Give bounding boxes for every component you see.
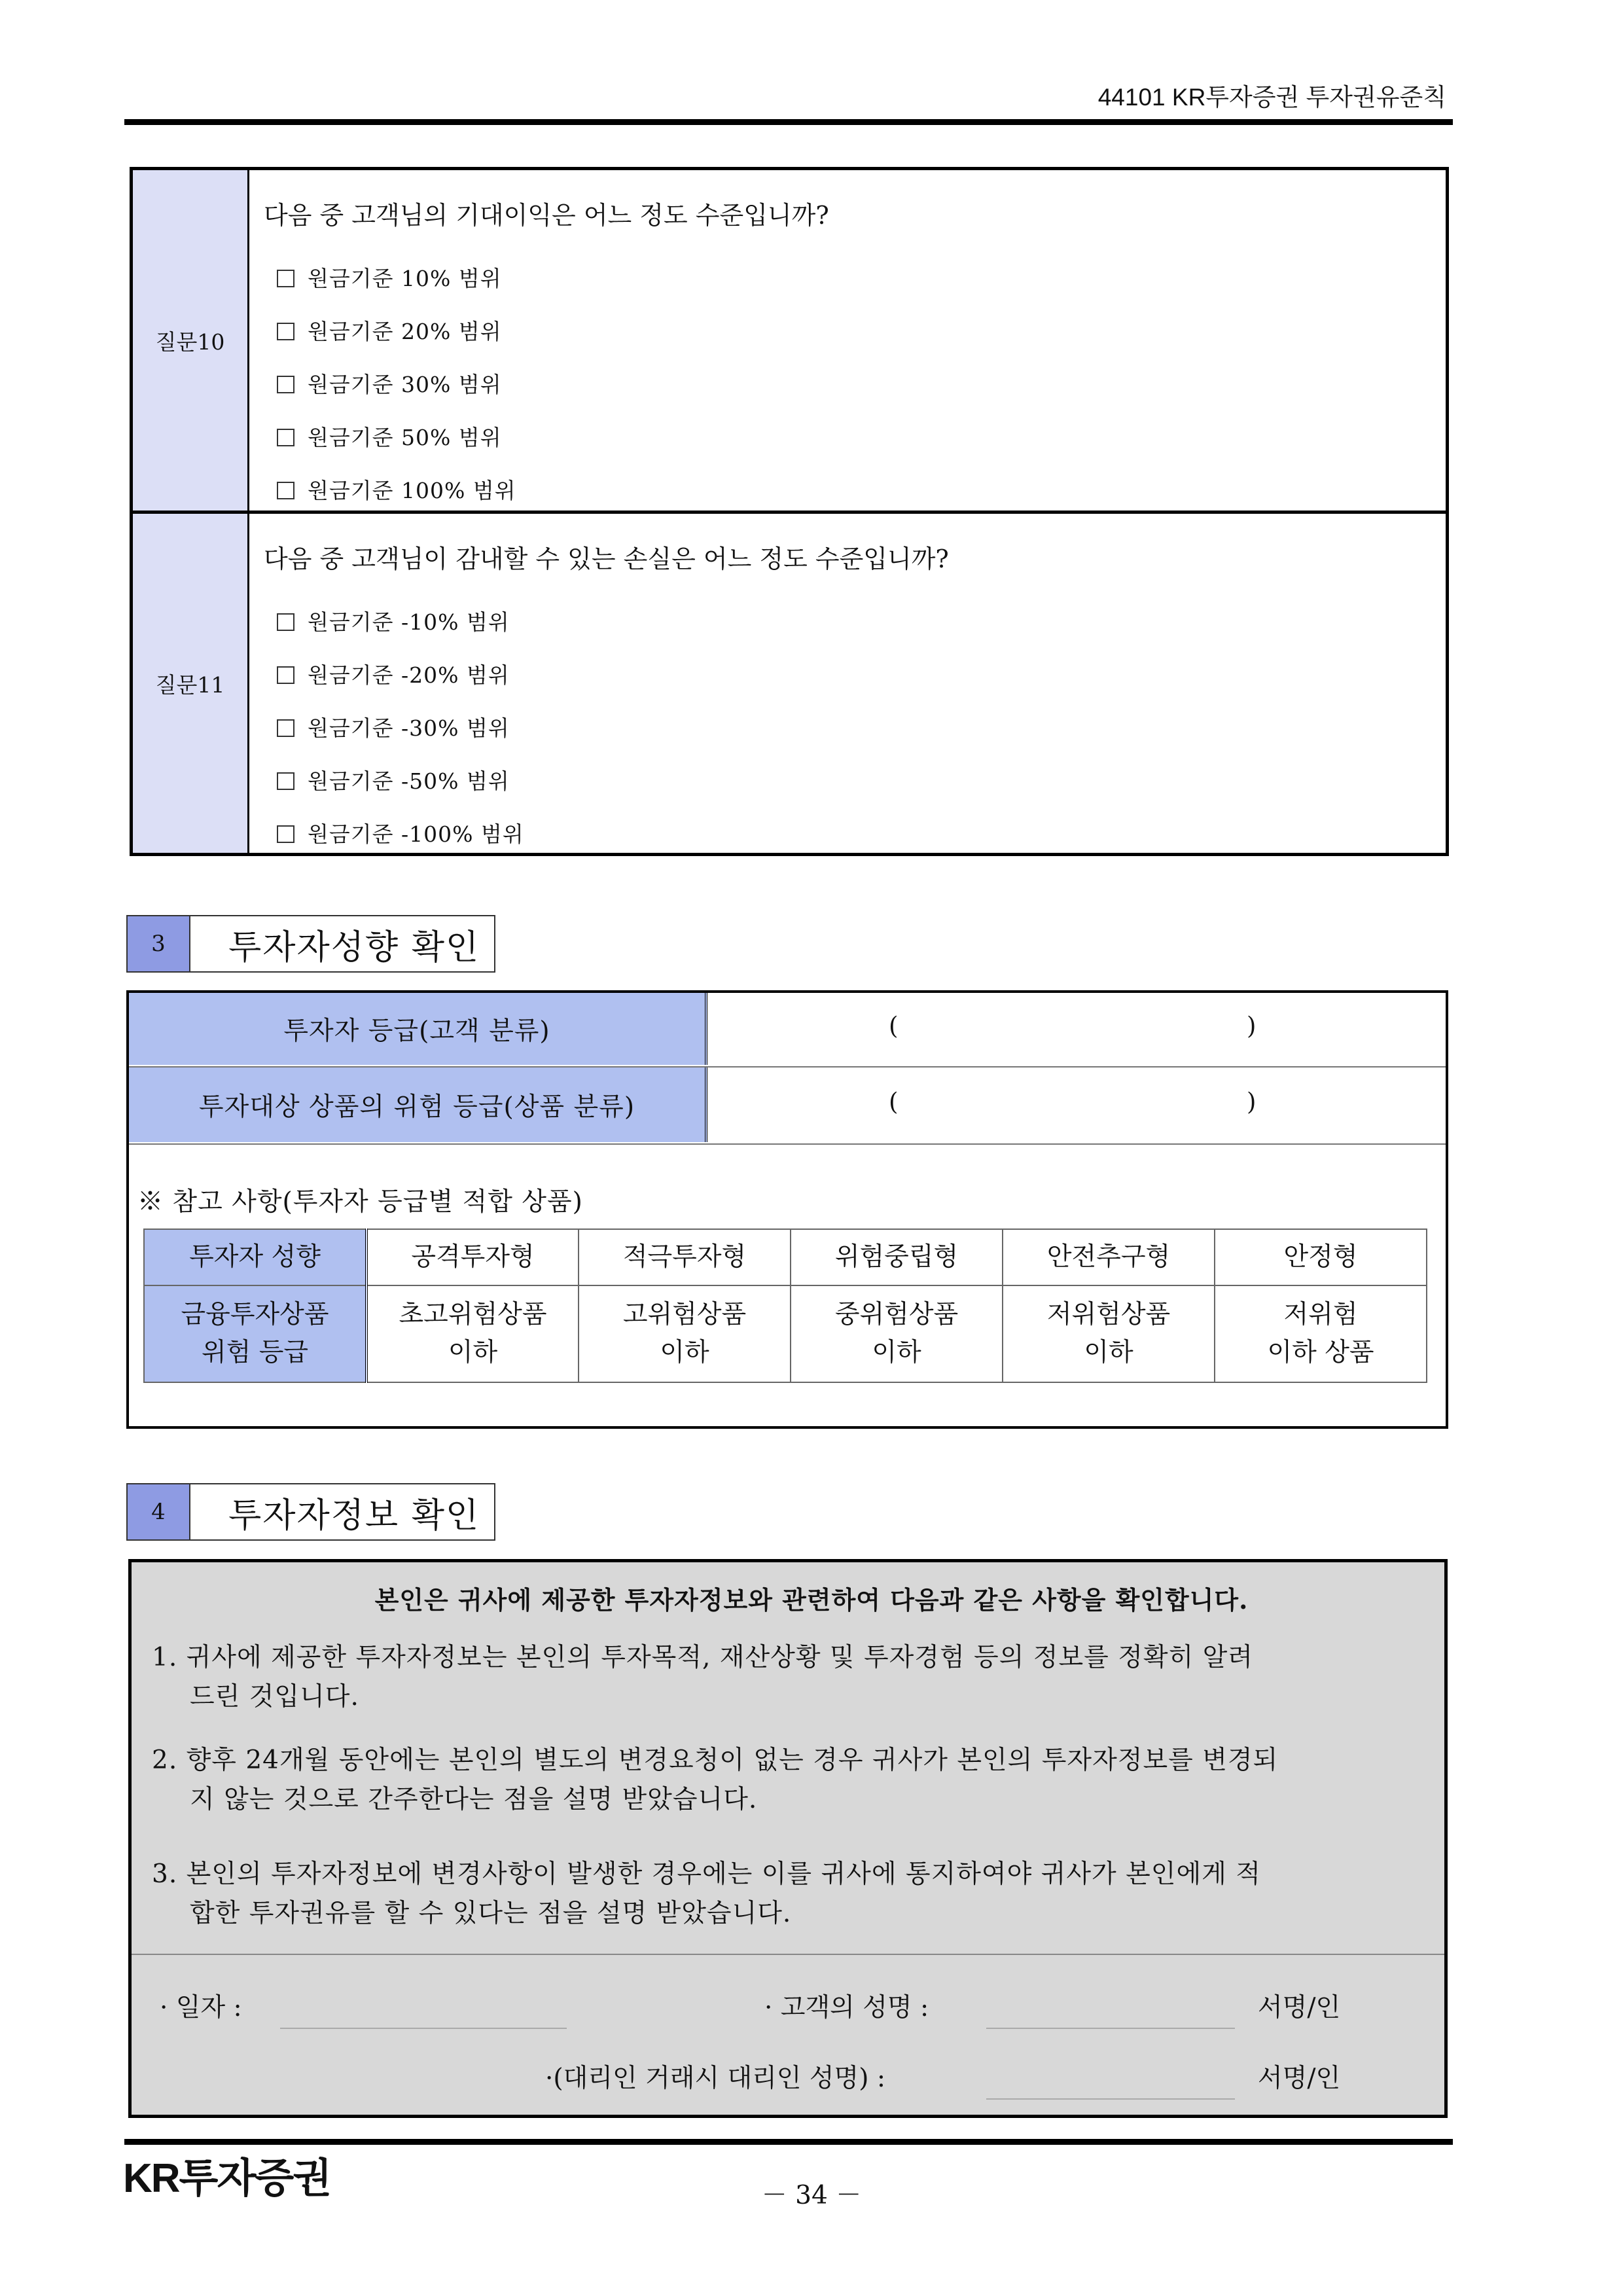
confirmation-item: 2. 향후 24개월 동안에는 본인의 별도의 변경요청이 없는 경우 귀사가 본인의 투자자정보를 변경되 지 않는 것으로 간주한다는 점을 설명 받았습니다.: [152, 1746, 1279, 1814]
investor-type-cell: 안전추구형: [1003, 1229, 1215, 1285]
product-risk-label: 투자대상 상품의 위험 등급(상품 분류): [129, 1067, 707, 1142]
option-checkbox[interactable]: 원금기준 50% 범위: [277, 421, 502, 452]
investor-type-cell: 위험중립형: [791, 1229, 1003, 1285]
checkbox-icon[interactable]: [277, 719, 294, 737]
product-risk-input[interactable]: [910, 1084, 1230, 1123]
question-text: 다음 중 고객님의 기대이익은 어느 정도 수준입니까?: [264, 201, 829, 230]
investor-type-cell: 안정형: [1215, 1229, 1427, 1285]
question-10-table: [130, 167, 1449, 514]
document-header: 44101 KR투자증권 투자권유준칙: [1097, 84, 1446, 111]
product-cell: 고위험상품 이하: [579, 1285, 791, 1382]
checkbox-icon[interactable]: [277, 772, 294, 790]
date-input[interactable]: [280, 2028, 567, 2029]
table-row: [144, 1229, 1427, 1285]
investor-type-header: 투자자 성향: [144, 1229, 366, 1285]
checkbox-icon[interactable]: [277, 376, 294, 393]
section-4-title: 투자자정보 확인: [190, 1483, 495, 1541]
question-label: 질문11: [133, 514, 249, 853]
option-checkbox[interactable]: 원금기준 30% 범위: [277, 368, 502, 399]
investor-grade-input[interactable]: [910, 1008, 1230, 1047]
option-checkbox[interactable]: 원금기준 20% 범위: [277, 315, 502, 346]
investor-grade-label: 투자자 등급(고객 분류): [129, 993, 707, 1065]
page-number: － 34 －: [761, 2181, 862, 2210]
question-body: [249, 170, 1446, 511]
option-checkbox[interactable]: 원금기준 -20% 범위: [277, 658, 510, 689]
option-checkbox[interactable]: 원금기준 -30% 범위: [277, 711, 510, 742]
date-label: · 일자 :: [160, 1993, 242, 2022]
reference-note: ※ 참고 사항(투자자 등급별 적합 상품): [137, 1187, 583, 1217]
section-3-number: 3: [126, 915, 190, 973]
company-logo: KR투자증권: [123, 2156, 331, 2201]
option-checkbox[interactable]: 원금기준 100% 범위: [277, 474, 516, 505]
investor-grade-close-paren: ): [1247, 1012, 1257, 1040]
question-body: [249, 514, 1446, 853]
product-risk-header: 금융투자상품 위험 등급: [144, 1285, 366, 1382]
signature-mark: 서명/인: [1258, 1993, 1341, 2022]
product-risk-close-paren: ): [1247, 1088, 1257, 1116]
suitability-reference-table: [143, 1229, 1427, 1383]
confirmation-divider: [132, 1954, 1444, 1955]
agent-name-input[interactable]: [986, 2098, 1235, 2100]
checkbox-icon[interactable]: [277, 825, 294, 843]
question-text: 다음 중 고객님이 감내할 수 있는 손실은 어느 정도 수준입니까?: [264, 545, 949, 573]
product-cell: 저위험상품 이하: [1003, 1285, 1215, 1382]
option-checkbox[interactable]: 원금기준 -100% 범위: [277, 817, 524, 848]
header-rule: [124, 119, 1453, 125]
product-risk-open-paren: (: [889, 1088, 899, 1116]
footer-rule: [124, 2139, 1453, 2145]
section-4-number: 4: [126, 1483, 190, 1541]
customer-name-label: · 고객의 성명 :: [764, 1993, 929, 2022]
row-divider: [129, 1143, 1446, 1145]
product-cell: 초고위험상품 이하: [366, 1285, 579, 1382]
checkbox-icon[interactable]: [277, 270, 294, 287]
customer-name-input[interactable]: [986, 2028, 1235, 2029]
confirmation-title: 본인은 귀사에 제공한 투자자정보와 관련하여 다음과 같은 사항을 확인합니다.: [374, 1585, 1249, 1615]
option-checkbox[interactable]: 원금기준 -10% 범위: [277, 605, 510, 636]
option-checkbox[interactable]: 원금기준 -50% 범위: [277, 764, 510, 795]
section-3-title: 투자자성향 확인: [190, 915, 495, 973]
product-cell: 중위험상품 이하: [791, 1285, 1003, 1382]
product-cell: 저위험 이하 상품: [1215, 1285, 1427, 1382]
question-label: 질문10: [133, 170, 249, 511]
confirmation-item: 3. 본인의 투자자정보에 변경사항이 발생한 경우에는 이를 귀사에 통지하여야 귀사가 본인에게 적 합한 투자권유를 할 수 있다는 점을 설명 받았습니다.: [152, 1859, 1261, 1928]
confirmation-item: 1. 귀사에 제공한 투자자정보는 본인의 투자목적, 재산상황 및 투자경험 등의 정보를 정확히 알려 드린 것입니다.: [152, 1643, 1253, 1712]
signature-mark: 서명/인: [1258, 2064, 1341, 2093]
agent-name-label: ·(대리인 거래시 대리인 성명) :: [545, 2064, 885, 2093]
investor-type-cell: 적극투자형: [579, 1229, 791, 1285]
investor-type-cell: 공격투자형: [366, 1229, 579, 1285]
question-11-table: [130, 511, 1449, 856]
table-row: [144, 1285, 1427, 1382]
option-checkbox[interactable]: 원금기준 10% 범위: [277, 262, 502, 293]
checkbox-icon[interactable]: [277, 323, 294, 340]
investor-grade-open-paren: (: [889, 1012, 899, 1040]
checkbox-icon[interactable]: [277, 429, 294, 446]
checkbox-icon[interactable]: [277, 666, 294, 684]
checkbox-icon[interactable]: [277, 482, 294, 499]
checkbox-icon[interactable]: [277, 613, 294, 631]
